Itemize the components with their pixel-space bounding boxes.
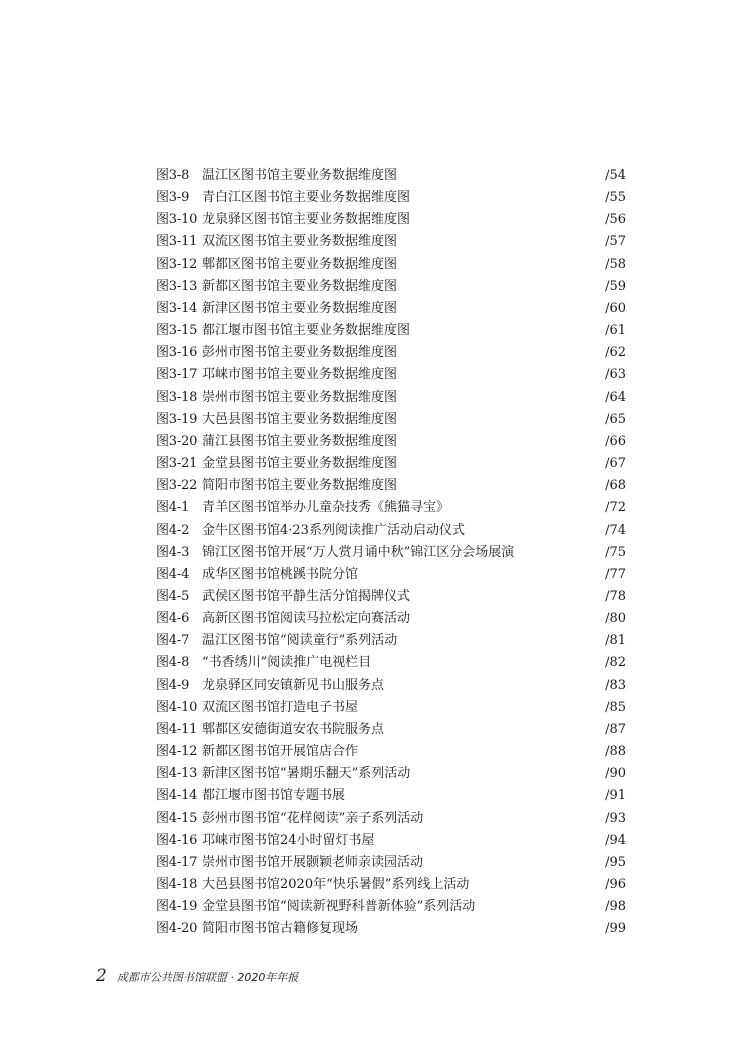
figure-title: 青羊区图书馆举办儿童杂技秀《熊猫寻宝》 bbox=[202, 500, 450, 516]
figure-title: 都江堰市图书馆专题书展 bbox=[202, 788, 346, 804]
figure-number: 图4-18 bbox=[156, 877, 198, 892]
page-reference: /61 bbox=[605, 323, 626, 339]
toc-entry bbox=[156, 741, 626, 763]
figure-number: 图4-6 bbox=[156, 611, 190, 627]
figure-number: 图3-15 bbox=[156, 323, 198, 339]
toc-entry bbox=[156, 652, 626, 674]
toc-entry bbox=[156, 608, 626, 630]
figure-title: 金牛区图书馆4·23系列阅读推广活动启动仪式 bbox=[202, 522, 465, 538]
toc-entry bbox=[156, 564, 626, 586]
figure-number: 图3-14 bbox=[156, 300, 198, 316]
page-reference: /55 bbox=[605, 190, 626, 206]
figure-number: 图3-11 bbox=[156, 234, 198, 250]
toc-entry bbox=[156, 165, 626, 187]
figure-number: 图4-3 bbox=[156, 544, 190, 560]
page-reference: /57 bbox=[605, 234, 626, 250]
toc-entry bbox=[156, 808, 626, 830]
figure-title: 新都区图书馆开展馆店合作 bbox=[202, 744, 359, 760]
page-reference: /91 bbox=[605, 788, 626, 804]
toc-entry bbox=[156, 231, 626, 253]
figure-number: 图3-9 bbox=[156, 190, 190, 206]
figure-number: 图4-15 bbox=[156, 810, 198, 826]
figure-title: 高新区图书馆阅读马拉松定向赛活动 bbox=[202, 611, 411, 627]
figure-number: 图3-13 bbox=[156, 278, 198, 294]
page-reference: /88 bbox=[605, 744, 626, 760]
page-reference: /93 bbox=[605, 810, 626, 826]
figure-title: 温江区图书馆主要业务数据维度图 bbox=[202, 168, 398, 183]
figure-title: 简阳市图书馆主要业务数据维度图 bbox=[202, 478, 398, 494]
page-reference: /87 bbox=[605, 721, 626, 737]
figure-title: 青白江区图书馆主要业务数据维度图 bbox=[202, 190, 411, 206]
figure-number: 图3-18 bbox=[156, 389, 198, 405]
page-reference: /99 bbox=[605, 921, 626, 937]
figure-title: 金堂县图书馆主要业务数据维度图 bbox=[202, 456, 398, 472]
toc-entry bbox=[156, 342, 626, 364]
figure-title: 邛崃市图书馆主要业务数据维度图 bbox=[202, 367, 398, 383]
figure-number: 图3-19 bbox=[156, 411, 198, 427]
figure-number: 图3-17 bbox=[156, 367, 198, 383]
figure-title: 龙泉驿区同安镇新见书山服务点 bbox=[202, 677, 385, 693]
toc-entry bbox=[156, 475, 626, 497]
figure-number: 图4-19 bbox=[156, 899, 198, 915]
page-reference: /58 bbox=[605, 256, 626, 272]
figure-number: 图3-16 bbox=[156, 345, 198, 361]
toc-entry bbox=[156, 630, 626, 652]
figure-number: 图3-21 bbox=[156, 456, 198, 472]
toc-entry bbox=[156, 918, 626, 940]
page-number: 2 bbox=[96, 966, 107, 986]
page-reference: /59 bbox=[605, 278, 626, 294]
toc-entry bbox=[156, 874, 626, 896]
page-reference: /75 bbox=[605, 544, 626, 560]
figure-number: 图4-2 bbox=[156, 522, 190, 538]
figure-number: 图4-11 bbox=[156, 721, 198, 737]
figure-title: 崇州市图书馆开展颢颖老师亲读园活动 bbox=[202, 854, 424, 870]
toc-entry bbox=[156, 675, 626, 697]
page-reference: /81 bbox=[605, 633, 626, 649]
toc-entry bbox=[156, 209, 626, 231]
toc-entry bbox=[156, 276, 626, 298]
toc-entry bbox=[156, 830, 626, 852]
figure-title: 双流区图书馆主要业务数据维度图 bbox=[202, 234, 398, 250]
page-reference: /62 bbox=[605, 345, 626, 361]
figure-title: 温江区图书馆“阅读童行”系列活动 bbox=[202, 633, 398, 649]
figure-number: 图4-5 bbox=[156, 588, 190, 604]
figure-number: 图3-8 bbox=[156, 168, 190, 183]
toc-entry bbox=[156, 763, 626, 785]
toc-entry bbox=[156, 254, 626, 276]
figure-title: 金堂县图书馆“阅读新视野科普新体验”系列活动 bbox=[202, 899, 476, 915]
toc-entry bbox=[156, 542, 626, 564]
figure-title: 郫都区图书馆主要业务数据维度图 bbox=[202, 256, 398, 272]
figure-title: 武侯区图书馆平静生活分馆揭牌仪式 bbox=[202, 588, 411, 604]
page-reference: /65 bbox=[605, 411, 626, 427]
page-reference: /77 bbox=[605, 566, 626, 582]
toc-entry bbox=[156, 431, 626, 453]
figure-number: 图4-4 bbox=[156, 566, 190, 582]
figure-number: 图4-14 bbox=[156, 788, 198, 804]
page-reference: /60 bbox=[605, 300, 626, 316]
page-reference: /78 bbox=[605, 588, 626, 604]
page-reference: /68 bbox=[605, 478, 626, 494]
toc-entry bbox=[156, 364, 626, 386]
page-reference: /66 bbox=[605, 433, 626, 449]
running-title: 成都市公共图书馆联盟 · 2020年年报 bbox=[116, 971, 299, 984]
page-footer bbox=[96, 966, 298, 986]
toc-entry bbox=[156, 785, 626, 807]
figure-title: 简阳市图书馆古籍修复现场 bbox=[202, 921, 359, 937]
toc-entry bbox=[156, 896, 626, 918]
figure-number: 图4-20 bbox=[156, 921, 198, 937]
toc-entry bbox=[156, 187, 626, 209]
figure-title: 邛崃市图书馆24小时留灯书屋 bbox=[202, 832, 375, 848]
figure-title: 锦江区图书馆开展“万人赏月诵中秋”锦江区分会场展演 bbox=[202, 544, 515, 560]
page-reference: /63 bbox=[605, 367, 626, 383]
figure-number: 图4-12 bbox=[156, 744, 198, 760]
page-reference: /83 bbox=[605, 677, 626, 693]
toc-entry bbox=[156, 697, 626, 719]
figure-title: 新津区图书馆主要业务数据维度图 bbox=[202, 300, 398, 316]
toc-entry bbox=[156, 453, 626, 475]
figure-number: 图4-10 bbox=[156, 699, 198, 715]
toc-entry bbox=[156, 719, 626, 741]
toc-entry bbox=[156, 852, 626, 874]
page-reference: /56 bbox=[605, 212, 626, 228]
figure-number: 图4-13 bbox=[156, 766, 198, 782]
page-reference: /80 bbox=[605, 611, 626, 627]
figure-title: 成华区图书馆桃蹊书院分馆 bbox=[202, 566, 359, 582]
figure-number: 图4-1 bbox=[156, 500, 190, 516]
toc-entry bbox=[156, 320, 626, 342]
page-reference: /85 bbox=[605, 699, 626, 715]
figure-title: 双流区图书馆打造电子书屋 bbox=[202, 699, 359, 715]
page-reference: /90 bbox=[605, 766, 626, 782]
page-reference: /82 bbox=[605, 655, 626, 671]
figure-title: 新津区图书馆“暑期乐翻天”系列活动 bbox=[202, 766, 411, 782]
figure-number: 图4-7 bbox=[156, 633, 190, 649]
figure-title: 蒲江县图书馆主要业务数据维度图 bbox=[202, 433, 398, 449]
figure-number: 图3-10 bbox=[156, 212, 198, 228]
figure-title: 大邑县图书馆主要业务数据维度图 bbox=[202, 411, 398, 427]
figure-title: 彭州市图书馆“花样阅读”亲子系列活动 bbox=[202, 810, 424, 826]
figure-number: 图4-16 bbox=[156, 832, 198, 848]
figure-number: 图4-17 bbox=[156, 854, 198, 870]
figure-title: 都江堰市图书馆主要业务数据维度图 bbox=[202, 323, 411, 339]
page-reference: /74 bbox=[605, 522, 626, 538]
toc-entry bbox=[156, 298, 626, 320]
figure-number: 图4-9 bbox=[156, 677, 190, 693]
figure-number: 图3-20 bbox=[156, 433, 198, 449]
toc-entry bbox=[156, 497, 626, 519]
toc-entry bbox=[156, 387, 626, 409]
page-reference: /54 bbox=[605, 168, 626, 183]
figure-title: “书香绣川”阅读推广电视栏目 bbox=[202, 655, 372, 671]
figure-number: 图3-22 bbox=[156, 478, 198, 494]
page-reference: /98 bbox=[605, 899, 626, 915]
page-reference: /64 bbox=[605, 389, 626, 405]
toc-entry bbox=[156, 520, 626, 542]
figure-title: 彭州市图书馆主要业务数据维度图 bbox=[202, 345, 398, 361]
figure-title: 大邑县图书馆2020年“快乐暑假”系列线上活动 bbox=[202, 877, 470, 892]
figure-title: 崇州市图书馆主要业务数据维度图 bbox=[202, 389, 398, 405]
figure-title: 龙泉驿区图书馆主要业务数据维度图 bbox=[202, 212, 411, 228]
page-reference: /96 bbox=[605, 877, 626, 892]
toc-entry bbox=[156, 586, 626, 608]
page-reference: /94 bbox=[605, 832, 626, 848]
page-reference: /67 bbox=[605, 456, 626, 472]
figure-title: 郫都区安德街道安农书院服务点 bbox=[202, 721, 385, 737]
figure-title: 新都区图书馆主要业务数据维度图 bbox=[202, 278, 398, 294]
page-reference: /72 bbox=[605, 500, 626, 516]
figure-number: 图4-8 bbox=[156, 655, 190, 671]
toc-entry bbox=[156, 409, 626, 431]
page-reference: /95 bbox=[605, 854, 626, 870]
figure-number: 图3-12 bbox=[156, 256, 198, 272]
figure-list bbox=[156, 165, 626, 940]
